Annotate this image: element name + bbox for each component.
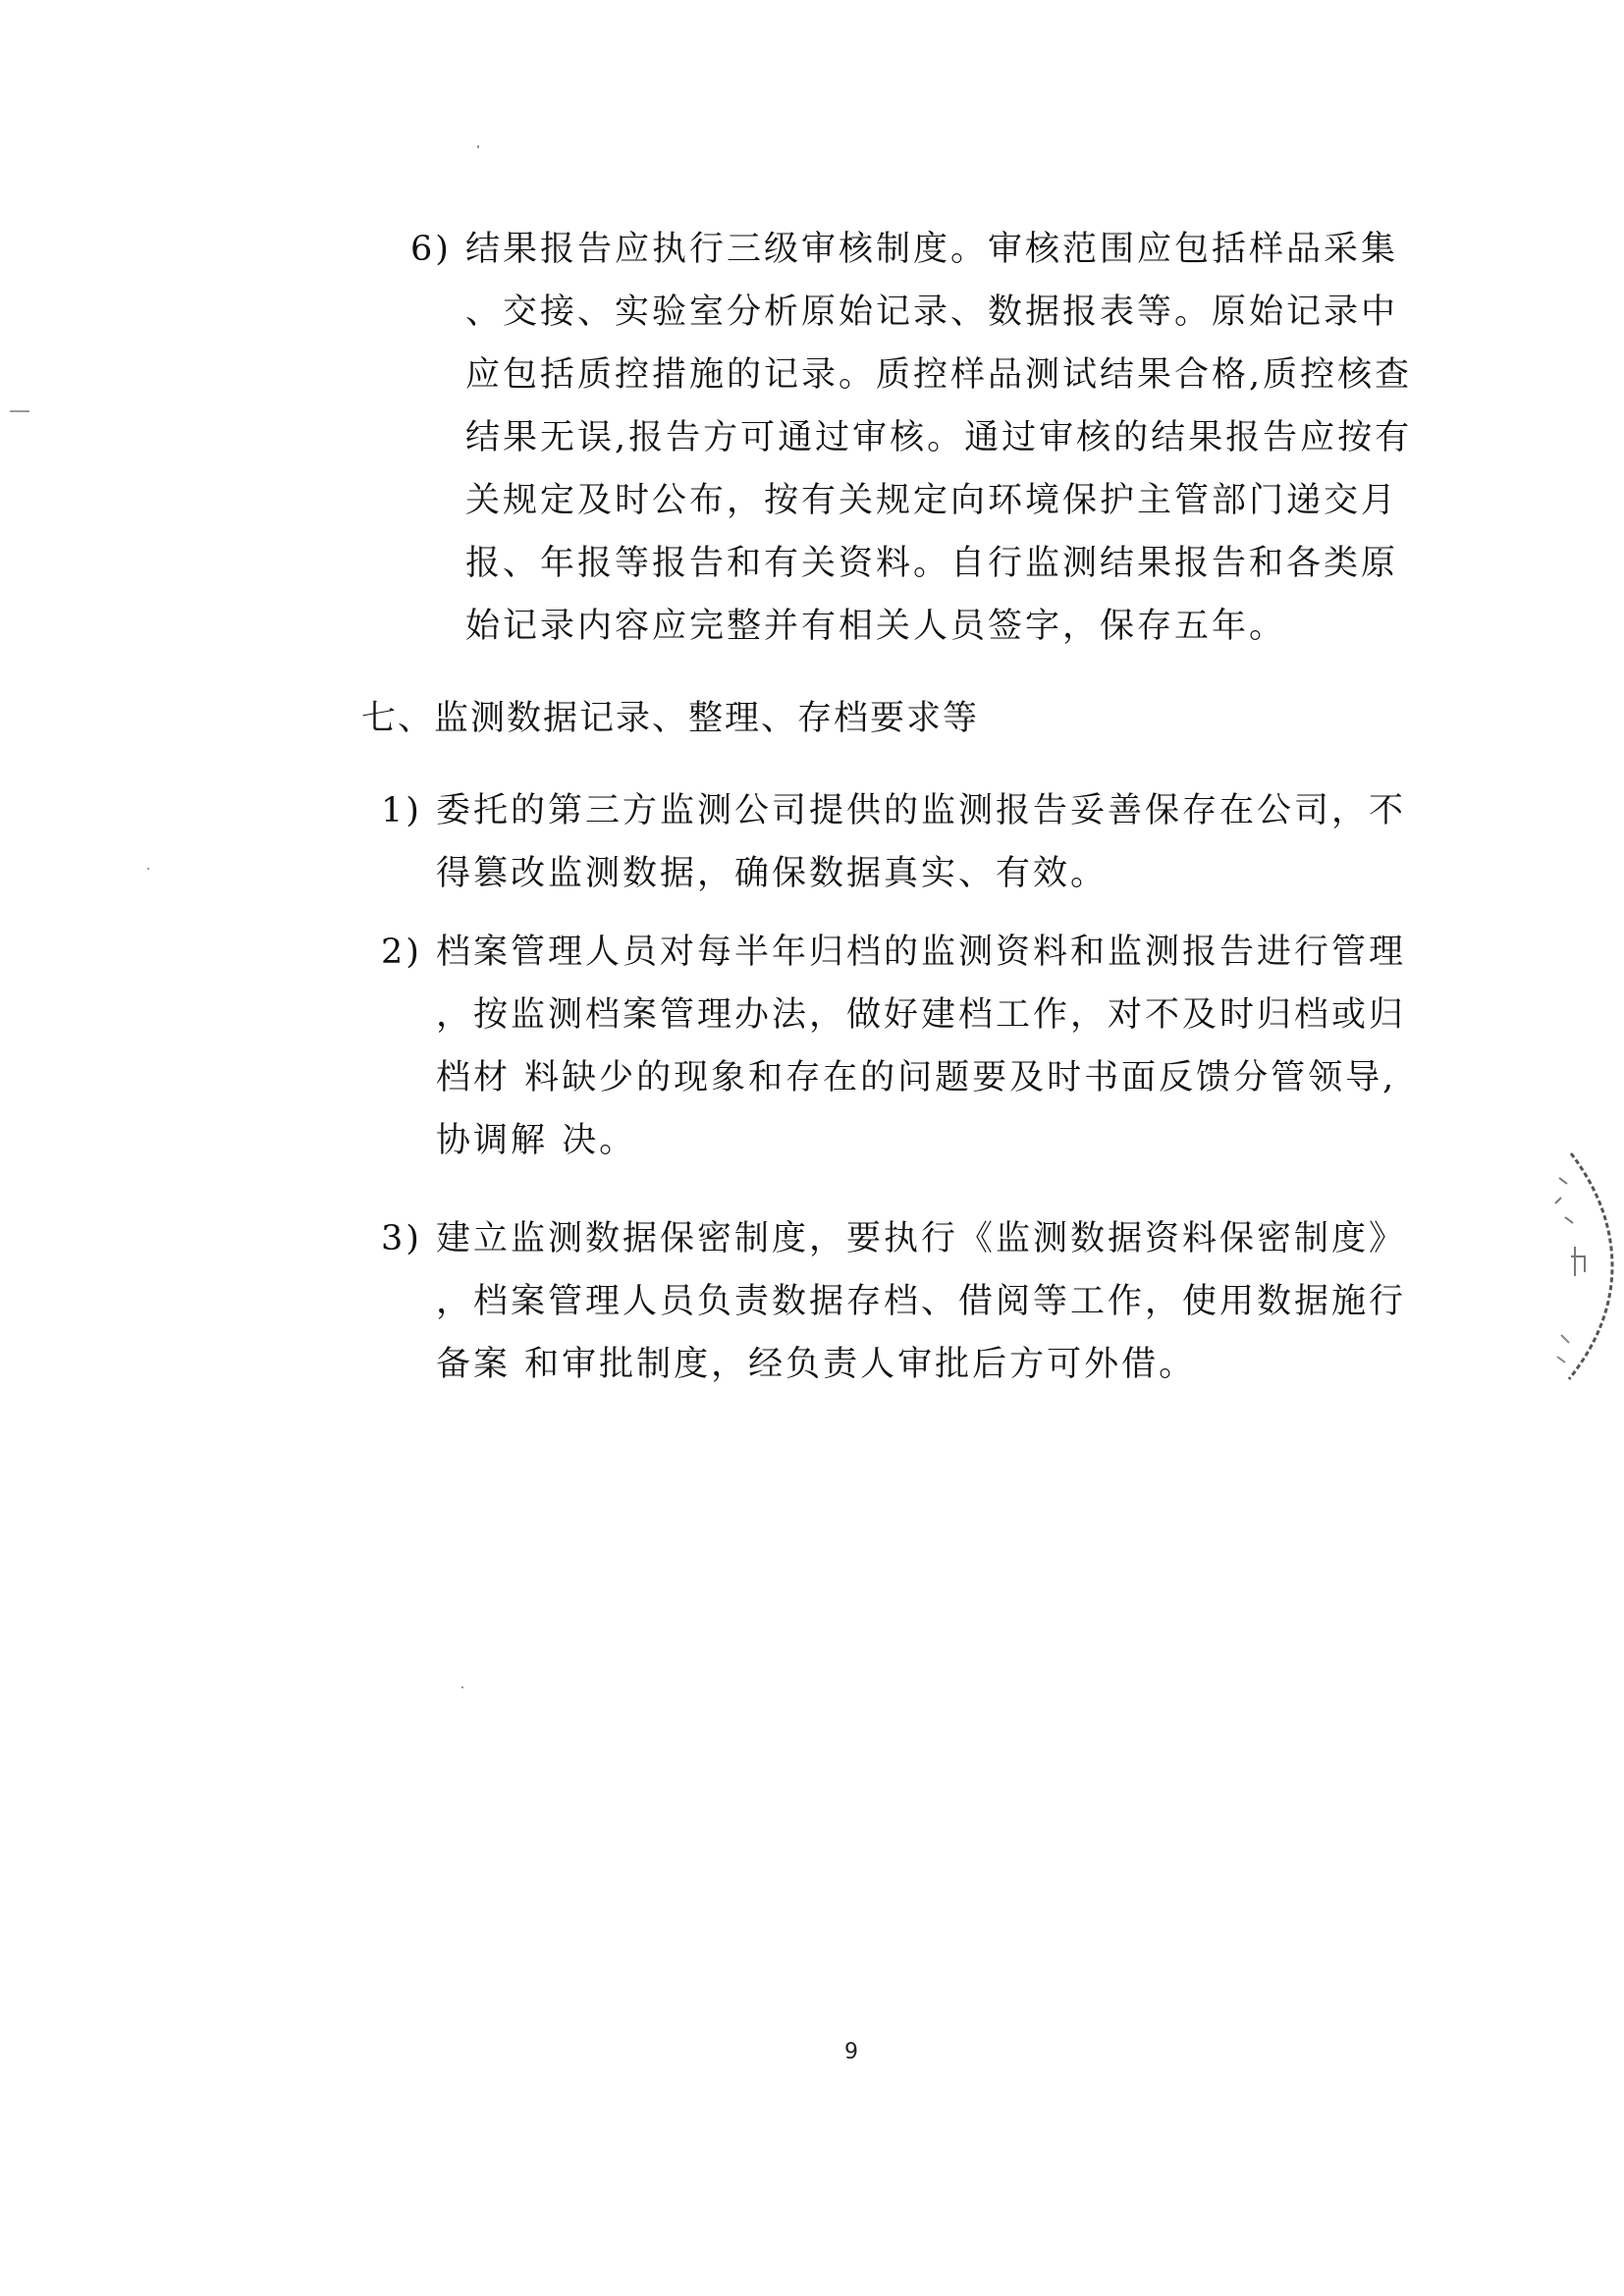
- text-line: 委托的第三方监测公司提供的监测报告妥善保存在公司，不: [436, 791, 1407, 830]
- text-line: ，按监测档案管理办法，做好建档工作，对不及时归档或归: [436, 995, 1407, 1035]
- scan-speck: [147, 868, 149, 870]
- list-item-marker: 6): [410, 230, 452, 269]
- list-item-text: [436, 1207, 1406, 1396]
- list-item-1: [381, 779, 1407, 917]
- text-line: 备案 和审批制度，经负责人审批后方可外借。: [436, 1345, 1197, 1384]
- text-line: 档材 料缺少的现象和存在的问题要及时书面反馈分管领导,: [436, 1058, 1397, 1097]
- text-line: 得篡改监测数据，确保数据真实、有效。: [436, 854, 1109, 893]
- text-line: 报、年报等报告和有关资料。自行监测结果报告和各类原: [465, 544, 1399, 583]
- text-line: 结果报告应执行三级审核制度。审核范围应包括样品采集: [465, 230, 1399, 269]
- list-item-marker: 2): [381, 933, 422, 972]
- list-item-text: [465, 218, 1412, 658]
- text-line: 档案管理人员对每半年归档的监测资料和监测报告进行管理: [436, 933, 1407, 972]
- list-item-marker: 3): [381, 1219, 422, 1258]
- list-item-3: [381, 1207, 1407, 1404]
- text-line: 协调解 决。: [436, 1121, 637, 1160]
- scan-speck: [10, 410, 29, 412]
- page-number: 9: [844, 2040, 858, 2064]
- text-line: ，档案管理人员负责数据存档、借阅等工作，使用数据施行: [436, 1282, 1407, 1321]
- section-heading: 七、监测数据记录、整理、存档要求等: [361, 699, 980, 738]
- list-item-6: [410, 218, 1413, 669]
- list-item-text: [436, 921, 1406, 1172]
- text-line: 、交接、实验室分析原始记录、数据报表等。原始记录中: [465, 293, 1399, 332]
- list-item-2: [381, 921, 1407, 1186]
- text-line: 关规定及时公布，按有关规定向环境保护主管部门递交月: [465, 481, 1399, 520]
- scan-speck: [477, 145, 479, 148]
- text-line: 始记录内容应完整并有相关人员签字，保存五年。: [465, 607, 1287, 646]
- text-line: 建立监测数据保密制度，要执行《监测数据资料保密制度》: [436, 1219, 1407, 1258]
- list-item-text: [436, 779, 1406, 905]
- scan-speck: [461, 1686, 463, 1688]
- partial-seal-stamp: [1551, 1139, 1620, 1394]
- text-line: 应包括质控措施的记录。质控样品测试结果合格,质控核查: [465, 355, 1413, 395]
- text-line: 结果无误,报告方可通过审核。通过审核的结果报告应按有: [465, 418, 1413, 457]
- list-item-marker: 1): [381, 791, 422, 830]
